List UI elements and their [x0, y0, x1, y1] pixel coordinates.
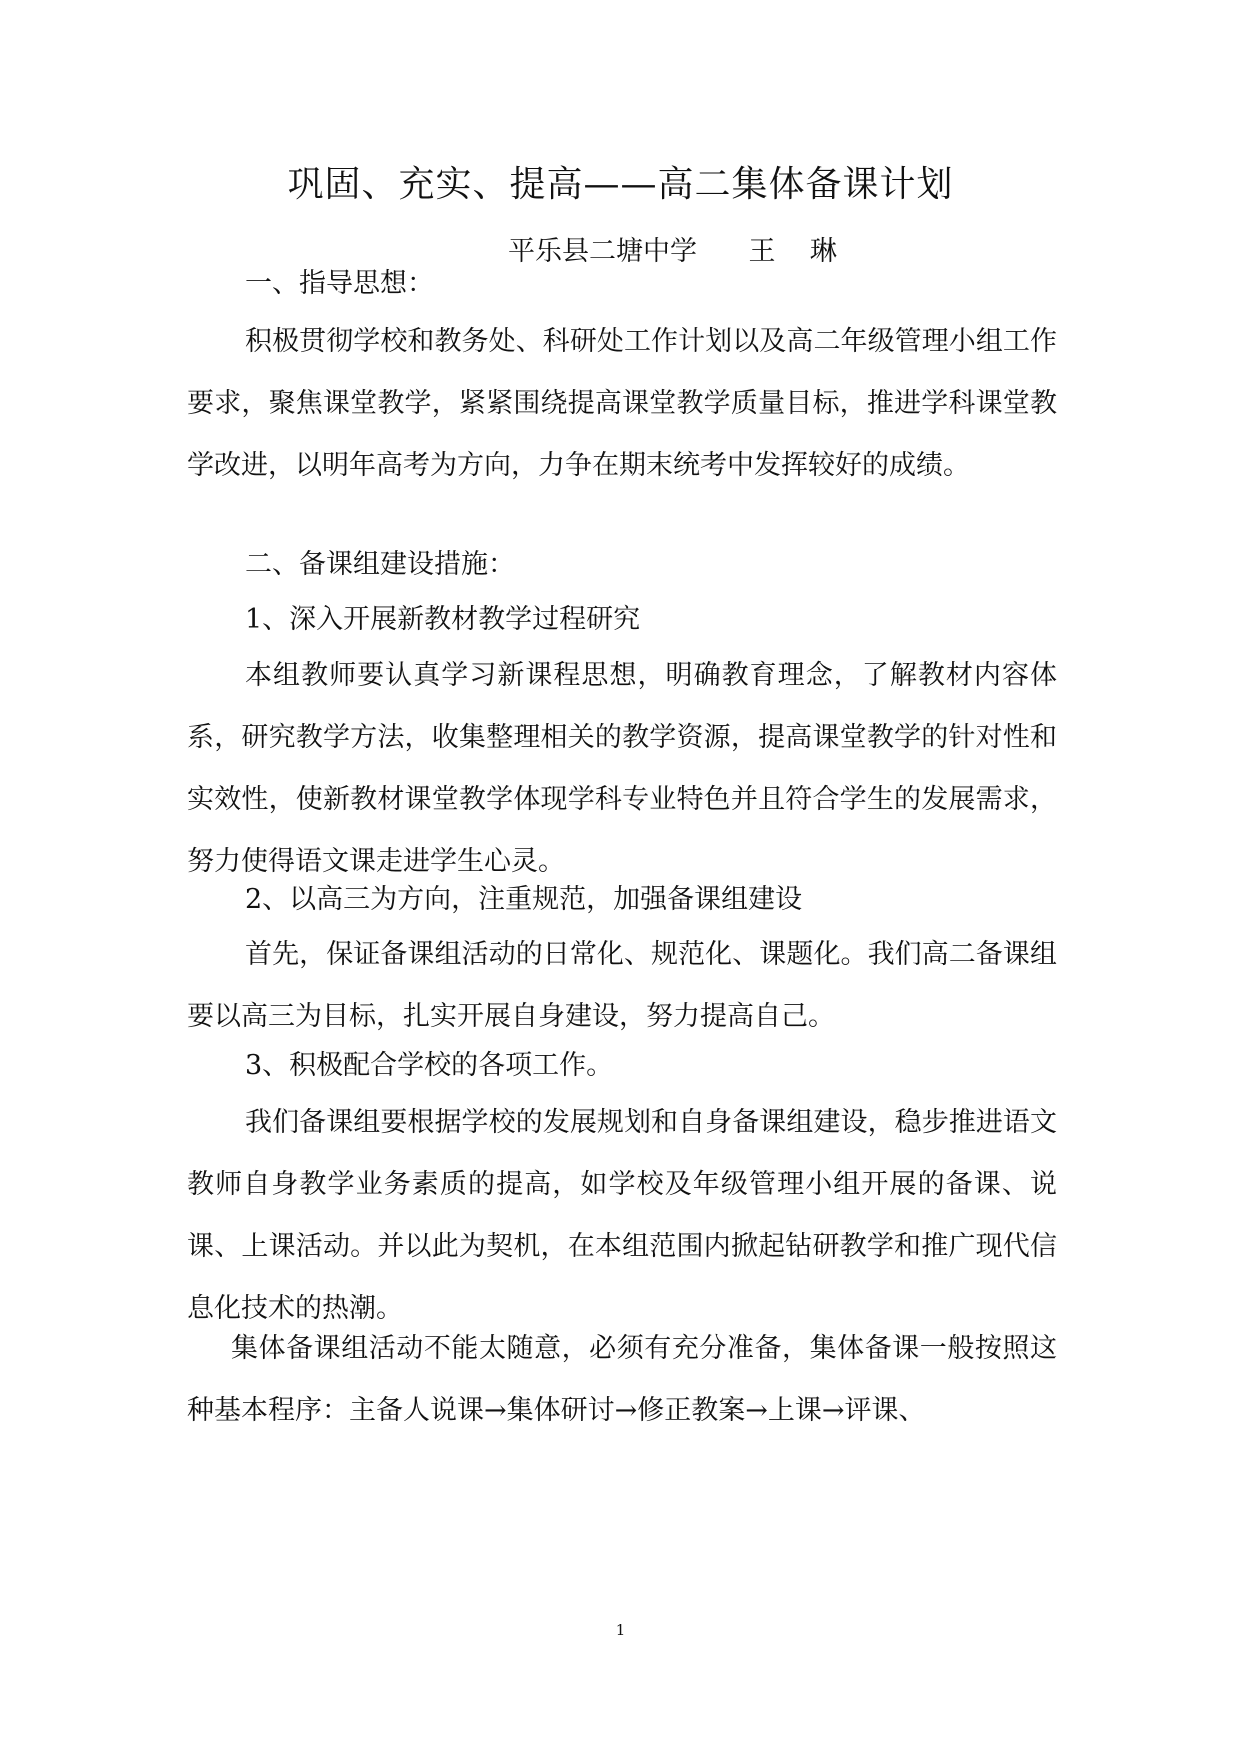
paragraph-collective-prep: 集体备课组活动不能太随意，必须有充分准备，集体备课一般按照这种基本程序：主备人说课→集体研讨→修正教案→上课→评课、	[187, 1333, 1057, 1426]
section-heading-guiding-thought: 一、指导思想：	[245, 268, 434, 299]
paragraph-item-3: 我们备课组要根据学校的发展规划和自身备课组建设，稳步推进语文教师自身教学业务素质的提高，如学校及年级管理小组开展的备课、说课、上课活动。并以此为契机，在本组范围内掀起钻研教学和推广现代信息化技术的热潮。	[187, 1107, 1057, 1324]
item-heading-2: 2、以高三为方向，注重规范，加强备课组建设	[245, 884, 803, 915]
item-heading-1: 1、深入开展新教材教学过程研究	[245, 604, 641, 635]
author-line: 平乐县二塘中学 王 琳	[508, 236, 837, 267]
paragraph-item-2: 首先，保证备课组活动的日常化、规范化、课题化。我们高二备课组要以高三为目标，扎实开展自身建设，努力提高自己。	[187, 939, 1057, 1032]
paragraph-guiding-thought: 积极贯彻学校和教务处、科研处工作计划以及高二年级管理小组工作要求，聚焦课堂教学，紧紧围绕提高课堂教学质量目标，推进学科课堂教学改进，以明年高考为方向，力争在期末统考中发挥较好的成绩。	[187, 326, 1057, 481]
section-heading-measures: 二、备课组建设措施：	[245, 549, 515, 580]
item-heading-3: 3、积极配合学校的各项工作。	[245, 1050, 614, 1081]
document-title: 巩固、充实、提高——高二集体备课计划	[287, 164, 954, 205]
paragraph-item-1: 本组教师要认真学习新课程思想，明确教育理念，了解教材内容体系，研究教学方法，收集整理相关的教学资源，提高课堂教学的针对性和实效性，使新教材课堂教学体现学科专业特色并且符合学生的发展需求，努力使得语文课走进学生心灵。	[187, 660, 1057, 877]
page-number: 1	[615, 1621, 626, 1639]
